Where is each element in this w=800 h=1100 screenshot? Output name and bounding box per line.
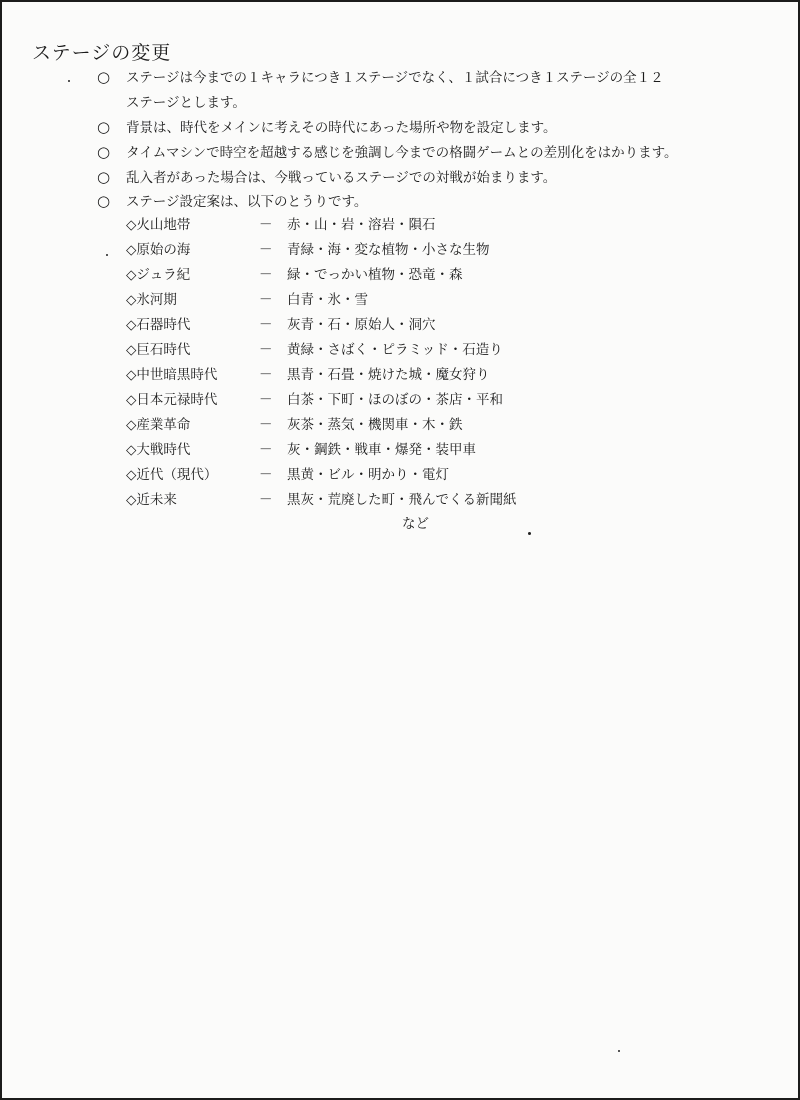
stage-elements: 緑・でっかい植物・恐竜・森 — [287, 267, 463, 283]
stage-era: ◇石器時代 — [126, 317, 191, 333]
bullet-marker: ○ — [97, 118, 111, 136]
scan-speck — [68, 80, 70, 82]
stage-elements: 黒灰・荒廃した町・飛んでくる新聞紙 — [287, 492, 517, 508]
bullet-text-line: ステージとします。 — [126, 95, 246, 111]
stage-era: ◇巨石時代 — [126, 342, 191, 358]
stage-era: ◇近代（現代） — [126, 467, 218, 483]
stage-era: ◇ジュラ紀 — [126, 267, 191, 283]
stage-dash: － — [259, 442, 273, 458]
stage-dash: － — [259, 492, 273, 508]
bullet-marker: ○ — [97, 168, 111, 186]
stage-elements: 黒青・石畳・焼けた城・魔女狩り — [287, 367, 490, 383]
stage-dash: － — [259, 367, 273, 383]
bullet-text-line: タイムマシンで時空を超越する感じを強調し今までの格闘ゲームとの差別化をはかります。 — [126, 145, 678, 161]
stage-era: ◇氷河期 — [126, 292, 177, 308]
scan-speck — [106, 254, 108, 256]
bullet-marker: ○ — [97, 192, 111, 210]
bullet-text-line: 乱入者があった場合は、今戦っているステージでの対戦が始まります。 — [126, 170, 557, 186]
stage-dash: － — [259, 467, 273, 483]
stage-era: ◇産業革命 — [126, 417, 191, 433]
bullet-text-line: 背景は、時代をメインに考えその時代にあった場所や物を設定します。 — [126, 120, 557, 136]
scan-speck — [618, 1050, 620, 1052]
bullet-text-line: ステージ設定案は、以下のとうりです。 — [126, 194, 368, 210]
stage-dash: － — [259, 392, 273, 408]
stage-elements: 青緑・海・変な植物・小さな生物 — [287, 242, 490, 258]
stage-elements: 黒黄・ビル・明かり・電灯 — [287, 467, 449, 483]
stage-elements: 赤・山・岩・溶岩・隕石 — [287, 217, 436, 233]
stage-elements: 灰茶・蒸気・機関車・木・鉄 — [287, 417, 463, 433]
stage-dash: － — [259, 217, 273, 233]
stage-era: ◇日本元禄時代 — [126, 392, 218, 408]
stage-dash: － — [259, 267, 273, 283]
stage-elements: 灰・鋼鉄・戦車・爆発・装甲車 — [287, 442, 476, 458]
stage-dash: － — [259, 417, 273, 433]
stage-dash: － — [259, 342, 273, 358]
stage-era: ◇大戦時代 — [126, 442, 191, 458]
stage-dash: － — [259, 317, 273, 333]
bullet-marker: ○ — [97, 68, 111, 86]
stage-dash: － — [259, 242, 273, 258]
stage-dash: － — [259, 292, 273, 308]
stage-era: ◇中世暗黒時代 — [126, 367, 218, 383]
stage-era: ◇火山地帯 — [126, 217, 191, 233]
stage-elements: 白茶・下町・ほのぼの・茶店・平和 — [287, 392, 503, 408]
etc-note: など — [402, 516, 429, 532]
bullet-text-line: ステージは今までの１キャラにつき１ステージでなく、１試合につき１ステージの全１２ — [126, 70, 664, 86]
stage-era: ◇原始の海 — [126, 242, 191, 258]
document-title: ステージの変更 — [32, 42, 172, 64]
stage-elements: 白青・氷・雪 — [287, 292, 368, 308]
scan-speck — [528, 532, 531, 535]
stage-elements: 黄緑・さばく・ピラミッド・石造り — [287, 342, 503, 358]
stage-era: ◇近未来 — [126, 492, 177, 508]
bullet-marker: ○ — [97, 143, 111, 161]
stage-elements: 灰青・石・原始人・洞穴 — [287, 317, 436, 333]
